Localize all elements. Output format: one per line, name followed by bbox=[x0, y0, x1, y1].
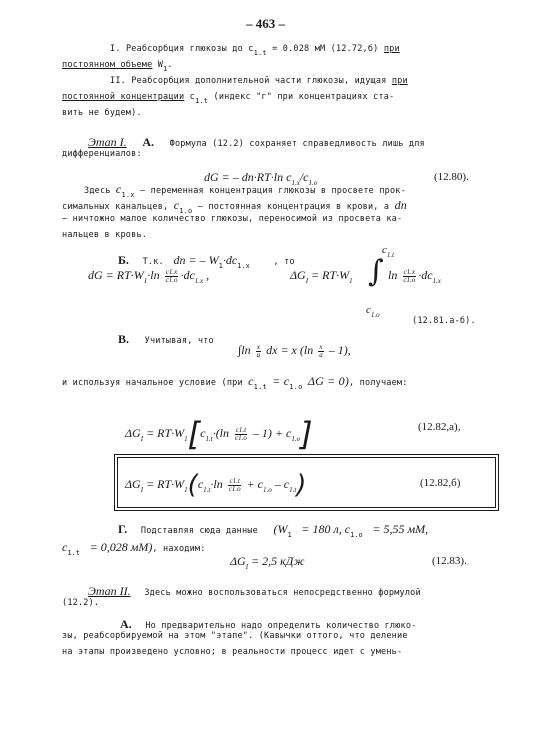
text: W bbox=[157, 60, 164, 70]
subscript: 1 bbox=[218, 262, 223, 270]
step-b-line bbox=[118, 249, 295, 268]
equation-text: ΔG = 0) bbox=[307, 374, 350, 388]
subscript: 1.x bbox=[237, 262, 250, 270]
equation-text: ·dc bbox=[418, 268, 433, 282]
text: – постоянная концентрация в крови, а bbox=[197, 202, 390, 212]
symbol: c bbox=[115, 182, 122, 196]
step-v-line bbox=[118, 328, 214, 347]
subscript: I bbox=[245, 563, 249, 571]
paragraph-i-line1 bbox=[110, 44, 400, 57]
text: Но предварительно надо определить количество глюко- bbox=[145, 621, 417, 631]
numerator: c bbox=[403, 267, 407, 276]
equation-text: ∫ln bbox=[238, 343, 251, 357]
symbol: dn bbox=[394, 198, 407, 212]
text: , получаем: bbox=[349, 378, 408, 388]
underlined-text: постоянном объеме bbox=[62, 60, 153, 70]
subscript: 1.o bbox=[263, 485, 272, 494]
text: , то bbox=[273, 257, 295, 267]
step-label: Б. bbox=[118, 253, 129, 267]
text: Подставляя сюда данные bbox=[140, 526, 258, 536]
equation-12-83 bbox=[230, 554, 305, 569]
equation-text: = 180 л, c bbox=[301, 522, 351, 536]
integral-lower-limit bbox=[366, 304, 380, 319]
text: = 0.028 мМ (12.72,б) bbox=[272, 44, 379, 54]
equation-text: = 5,55 мМ, bbox=[372, 522, 429, 536]
equation-text: = 2,5 кДж bbox=[251, 554, 305, 568]
subscript: 1.x bbox=[406, 267, 415, 276]
integral-upper-limit bbox=[382, 244, 395, 259]
integral-identity bbox=[238, 343, 351, 359]
text-line: на этапы произведено условно; в реальности процесс идет с умень- bbox=[62, 647, 403, 657]
subscript: 1.x bbox=[168, 267, 178, 276]
equation-text: c bbox=[62, 540, 68, 554]
text: Здесь можно воспользоваться непосредственно формулой bbox=[144, 588, 421, 598]
text: Формула (12.2) сохраняет справедливость лишь для bbox=[169, 139, 425, 149]
here-line3: – ничтожно малое количество глюкозы, переносимой из просвета ка- bbox=[62, 214, 403, 224]
subscript: 1.o bbox=[231, 484, 241, 493]
equation-text: ·(ln bbox=[212, 425, 230, 440]
subscript: 1.o bbox=[308, 179, 318, 187]
text: Здесь bbox=[84, 186, 111, 196]
equation-text: c bbox=[248, 374, 254, 388]
integrand: ln $\frac{c1.x}{c1.o}$ $\cdot dc_{1.x}$ bbox=[388, 267, 441, 285]
equation-text: ΔG bbox=[125, 425, 141, 440]
subscript: 1.o bbox=[406, 275, 416, 284]
equation-text: dG = – dn·RT·ln c bbox=[204, 170, 292, 184]
numerator: c bbox=[235, 425, 239, 434]
equation-text: c bbox=[197, 476, 204, 491]
denominator: a bbox=[256, 350, 261, 359]
equation-text: + c bbox=[246, 476, 263, 491]
text: I. Реабсорбция глюкозы до c bbox=[110, 44, 254, 54]
equation-text: dG = RT·W bbox=[88, 268, 144, 282]
subscript: 1 bbox=[287, 531, 292, 539]
denominator: a bbox=[319, 350, 323, 359]
text: Т.к. bbox=[142, 257, 164, 267]
equation-text: c bbox=[200, 425, 206, 440]
subscript: 1.t bbox=[194, 97, 209, 105]
equation-text: ΔG bbox=[125, 476, 141, 491]
equation-text: – 1) + c bbox=[252, 425, 292, 440]
subscript: 1 bbox=[349, 277, 353, 285]
equation-text: (W bbox=[273, 522, 288, 536]
subscript: 1.t bbox=[238, 425, 247, 434]
text: II. Реабсорбция дополнительной части глюкозы, идущая bbox=[110, 76, 387, 86]
equation-text: /c bbox=[299, 170, 309, 184]
subscript: 1.t bbox=[253, 383, 267, 391]
numerator: c bbox=[165, 267, 169, 276]
subscript: 1.x bbox=[291, 179, 300, 187]
text: (индекс "г" при концентрациях ста- bbox=[213, 92, 395, 102]
text: Учитывая, что bbox=[144, 336, 214, 346]
text-line: зы, реабсорбируемой на этом "этапе". (Кавычки оттого, что деление bbox=[62, 631, 408, 641]
text-line: дифференциалов: bbox=[62, 149, 142, 159]
fraction bbox=[228, 478, 242, 493]
subscript: 1.t bbox=[253, 49, 267, 57]
subscript: 1.x bbox=[121, 191, 135, 199]
subscript: 1.t bbox=[232, 476, 240, 485]
equation-text: = RT·W bbox=[146, 425, 185, 440]
equation-number: (12.83). bbox=[432, 555, 467, 567]
equation-text: ΔG bbox=[290, 268, 306, 282]
subscript: 1.t bbox=[289, 485, 297, 494]
equation-text: ·ln bbox=[210, 476, 223, 491]
subscript: 1 bbox=[184, 434, 188, 443]
equation-text: ΔG bbox=[230, 554, 246, 568]
subscript: 1.o bbox=[370, 311, 380, 319]
equation-number: (12.82,а), bbox=[418, 421, 461, 433]
denominator: c bbox=[235, 433, 239, 442]
equation-12-82a: $\Delta G_I = RT\cdot W_1[c_{1.t}\cdot(\ln$ $\frac{c1.t}{c1.o}$ – $1) + c_{1.o}$] bbox=[125, 415, 313, 453]
subscript: 1.o bbox=[238, 433, 247, 442]
step-label: В. bbox=[118, 332, 130, 346]
here-line4: нальцев в кровь. bbox=[62, 230, 148, 240]
step-label: А. bbox=[142, 135, 154, 149]
subscript: 1.x bbox=[194, 277, 204, 285]
equation-text: ·ln bbox=[147, 268, 160, 282]
here-line2 bbox=[62, 198, 407, 213]
symbol: c bbox=[382, 244, 387, 256]
stage-label: Этап I. bbox=[88, 135, 127, 149]
step-a2-line1 bbox=[120, 613, 417, 632]
equation-number: (12.80). bbox=[434, 171, 469, 183]
text: симальных канальцев, bbox=[62, 202, 169, 212]
stage-label: Этап II. bbox=[88, 584, 131, 598]
equation-text: ·dc bbox=[222, 253, 238, 267]
subscript: 1 bbox=[143, 277, 148, 285]
numerator: x bbox=[256, 342, 260, 351]
equation-12-82b: $\Delta G_I = RT\cdot W_1(c_{1.t}\cdot\ln$ $\frac{c1.t}{c1.o}$ + $c_{1.o} - c_{1.t}$) bbox=[125, 470, 307, 500]
text: , находим: bbox=[152, 544, 206, 554]
integral-sign: ∫ bbox=[368, 254, 384, 289]
fraction bbox=[234, 427, 248, 442]
initial-condition-line bbox=[62, 374, 408, 389]
denominator: c bbox=[165, 275, 169, 284]
subscript: 1.o bbox=[350, 531, 363, 539]
subscript: 1.t bbox=[205, 434, 213, 443]
equation-text: = c bbox=[272, 374, 290, 388]
equation-text: dx = x (ln bbox=[266, 343, 314, 357]
text: и используя начальное условие (при bbox=[62, 378, 243, 388]
numerator: c bbox=[229, 476, 233, 485]
subscript: 1 bbox=[163, 65, 168, 73]
equation-text: = RT·W bbox=[311, 268, 350, 282]
equation-text: ·dc bbox=[180, 268, 195, 282]
equation-12-81b bbox=[290, 268, 353, 283]
stage-ii-heading bbox=[88, 580, 421, 599]
subscript: I bbox=[305, 277, 309, 285]
symbol: c bbox=[366, 304, 371, 316]
subscript: 1.o bbox=[291, 434, 301, 443]
here-line1 bbox=[84, 182, 406, 197]
paragraph-ii-line3: вить не будем). bbox=[62, 108, 142, 118]
subscript: 1 bbox=[184, 485, 188, 494]
subscript: 1.o bbox=[289, 383, 303, 391]
subscript: 1.t bbox=[386, 251, 395, 259]
underlined-text: при bbox=[383, 44, 400, 54]
text: – переменная концентрация глюкозы в просвете прок- bbox=[140, 186, 406, 196]
subscript: 1.o bbox=[179, 207, 193, 215]
step-g-line1 bbox=[118, 518, 428, 537]
denominator: c bbox=[403, 275, 407, 284]
subscript: I bbox=[140, 485, 144, 494]
equation-text: dn = – W bbox=[173, 253, 219, 267]
paragraph-i-line2: постоянном объеме $W_1$. bbox=[62, 60, 173, 73]
equation-text: – c bbox=[274, 476, 290, 491]
fraction bbox=[318, 344, 324, 359]
step-label: Г. bbox=[118, 522, 128, 536]
fraction bbox=[256, 344, 262, 359]
subscript: 1.o bbox=[168, 275, 178, 284]
underlined-text: постоянной концентрации bbox=[62, 92, 185, 102]
text-line: (12.2). bbox=[62, 598, 100, 608]
subscript: I bbox=[140, 434, 144, 443]
text: c bbox=[189, 92, 195, 102]
fraction bbox=[402, 269, 416, 284]
symbol: c bbox=[173, 198, 180, 212]
step-label: А. bbox=[120, 617, 132, 631]
equation-number: (12.81.а-б). bbox=[412, 316, 476, 326]
equation-12-81a: dG = $RT\cdot W_1\cdot\ln$ $\frac{c1.x}{c1.o}$ $\cdot dc_{1.x}$ , bbox=[88, 267, 210, 285]
numerator: x bbox=[319, 342, 323, 351]
subscript: 1.t bbox=[67, 549, 80, 557]
page-number: – 463 – bbox=[246, 16, 285, 31]
subscript: 1.x bbox=[432, 277, 441, 285]
stage-i-heading bbox=[88, 131, 425, 150]
paragraph-ii-line1 bbox=[110, 76, 408, 86]
equation-text: – 1), bbox=[328, 343, 351, 357]
equation-text: = RT·W bbox=[146, 476, 185, 491]
equation-number: (12.82,б) bbox=[420, 477, 461, 489]
denominator: c bbox=[228, 484, 232, 493]
fraction bbox=[165, 269, 179, 284]
equation-text: = 0,028 мМ) bbox=[89, 540, 153, 554]
paragraph-ii-line2 bbox=[62, 92, 395, 105]
subscript: 1.t bbox=[203, 485, 211, 494]
step-g-line2 bbox=[62, 536, 206, 555]
underlined-text: при bbox=[391, 76, 408, 86]
